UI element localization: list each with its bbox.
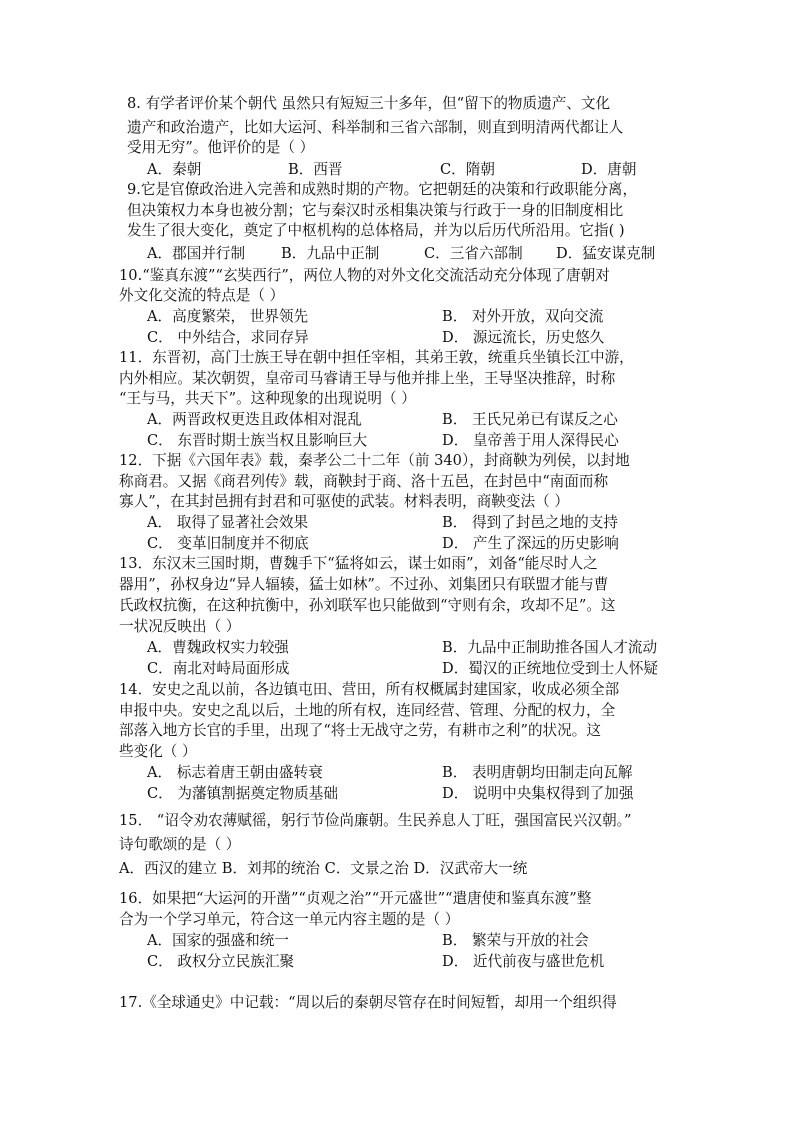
question-9-option-b: B．九品中正制 bbox=[281, 245, 380, 262]
question-16-option-c: C． 政权分立民族汇聚 bbox=[147, 953, 295, 970]
question-17-line-1: 17.《全球通史》中记载：“周以后的秦朝尽管存在时间短暂，却用一个组织得 bbox=[119, 994, 617, 1011]
question-10-line-1: 10.“鉴真东渡”“玄奘西行”，两位人物的对外文化交流活动充分体现了唐朝对 bbox=[119, 267, 610, 284]
question-12-option-c: C． 变革旧制度并不彻底 bbox=[147, 535, 309, 552]
question-13-line-3: 氏政权抗衡，在这种抗衡中，孙刘联军也只能做到“守则有余，攻却不足”。这 bbox=[119, 597, 616, 614]
question-10-option-c: C． 中外结合，求同存异 bbox=[147, 329, 309, 346]
question-10-line-2: 外文化交流的特点是（ ） bbox=[119, 287, 285, 304]
question-12-line-3: 寡人”，在其封邑拥有封君和可驱使的武装。材料表明，商鞅变法（ ） bbox=[119, 493, 569, 510]
question-13-option-d: D．蜀汉的正统地位受到士人怀疑 bbox=[442, 660, 659, 677]
question-8-option-c: C．隋朝 bbox=[440, 161, 495, 178]
question-10-option-d: D． 源远流长，历史悠久 bbox=[442, 329, 605, 346]
question-10-option-a: A．高度繁荣， 世界领先 bbox=[147, 308, 309, 325]
question-15-line-2: 诗句歌颂的是（ ） bbox=[119, 836, 241, 853]
question-14-option-b: B． 表明唐朝均田制走向瓦解 bbox=[442, 764, 633, 781]
question-8-option-b: B．西晋 bbox=[288, 161, 343, 178]
question-16-option-b: B． 繁荣与开放的社会 bbox=[442, 932, 589, 949]
question-16-line-2: 合为一个学习单元，符合这一单元内容主题的是（ ） bbox=[119, 911, 460, 928]
question-11-line-2: 内外相应。某次朝贺，皇帝司马睿请王导与他并排上坐，王导坚决推辞，时称 bbox=[119, 370, 616, 387]
question-12-line-1: 12．下据《六国年表》载，秦孝公二十二年（前 340），封商鞅为列侯，以封地 bbox=[119, 452, 630, 469]
question-9-option-d: D．猛安谋克制 bbox=[556, 245, 656, 262]
question-11-option-b: B． 王氏兄弟已有谋反之心 bbox=[442, 411, 618, 428]
question-8-line-3: 受用无穷”。他评价的是（ ） bbox=[127, 139, 315, 156]
question-11-line-3: “王与马，共天下”。这种现象的出现说明（ ） bbox=[119, 390, 416, 407]
question-13-line-4: 一状况反映出（ ） bbox=[119, 618, 241, 635]
question-16-option-a: A．国家的强盛和统一 bbox=[147, 932, 289, 949]
question-16-line-1: 16．如果把“大运河的开凿”“贞观之治”“开元盛世”“遣唐使和鉴真东渡”整 bbox=[119, 890, 592, 907]
question-13-option-c: C．南北对峙局面形成 bbox=[147, 660, 290, 677]
question-15-line-1: 15． “诏令劝农薄赋徭，躬行节俭尚廉朝。生民养息人丁旺，强国富民兴汉朝。” bbox=[119, 812, 632, 829]
question-9-line-1: 9.它是官僚政治进入完善和成熟时期的产物。它把朝廷的决策和行政职能分离， bbox=[127, 181, 638, 198]
question-8-option-d: D．唐朝 bbox=[581, 161, 637, 178]
question-9-option-a: A．郡国并行制 bbox=[147, 245, 246, 262]
question-12-option-a: A． 取得了显著社会效果 bbox=[147, 514, 309, 531]
question-9-line-3: 发生了很大变化，奠定了中枢机构的总体格局，并为以后历代所沿用。它指( ) bbox=[127, 222, 625, 239]
question-9-option-c: C．三省六部制 bbox=[424, 245, 523, 262]
question-11-line-1: 11．东晋初，高门士族王导在朝中担任宰相，其弟王敦，统重兵坐镇长江中游， bbox=[119, 349, 634, 366]
question-12-option-b: B． 得到了封邑之地的支持 bbox=[442, 514, 618, 531]
question-13-line-2: 器用”，孙权身边“异人辐辏，猛士如林”。不过孙、刘集团只有联盟才能与曹 bbox=[119, 576, 609, 593]
question-12-option-d: D． 产生了深远的历史影响 bbox=[442, 535, 619, 552]
question-12-line-2: 称商君。又据《商君列传》载，商鞅封于商、洛十五邑，在封邑中“南面而称 bbox=[119, 473, 609, 490]
question-16-option-d: D． 近代前夜与盛世危机 bbox=[442, 953, 605, 970]
question-14-option-d: D． 说明中央集权得到了加强 bbox=[442, 785, 634, 802]
question-8-line-1: 8. 有学者评价某个朝代 虽然只有短短三十多年，但“留下的物质遗产、文化 bbox=[127, 95, 611, 112]
question-10-option-b: B． 对外开放，双向交流 bbox=[442, 308, 604, 325]
question-14-option-a: A． 标志着唐王朝由盛转衰 bbox=[147, 764, 323, 781]
question-13-line-1: 13．东汉末三国时期，曹魏手下“猛将如云，谋士如雨”，刘备“能尽时人之 bbox=[119, 555, 598, 572]
question-11-option-c: C． 东晋时期士族当权且影响巨大 bbox=[147, 432, 368, 449]
question-8-line-2: 遗产和政治遗产，比如大运河、科举制和三省六部制，则直到明清两代都让人 bbox=[127, 119, 624, 136]
question-11-option-d: D． 皇帝善于用人深得民心 bbox=[442, 432, 619, 449]
question-14-line-2: 申报中央。安史之乱以后，土地的所有权，连同经营、管理、分配的权力，全 bbox=[119, 702, 616, 719]
question-15-options: A．西汉的建立 B．刘邦的统治 C．文景之治 D．汉武帝大一统 bbox=[119, 860, 528, 877]
question-14-line-3: 部落入地方长官的手里，出现了“将士无战守之劳，有耕市之利”的状况。这 bbox=[119, 722, 601, 739]
question-13-option-a: A．曹魏政权实力较强 bbox=[147, 639, 289, 656]
question-13-option-b: B．九品中正制助推各国人才流动 bbox=[442, 639, 658, 656]
question-14-line-4: 些变化（ ） bbox=[119, 743, 197, 760]
question-14-line-1: 14．安史之乱以前，各边镇屯田、营田，所有权概属封建国家，收成必须全部 bbox=[119, 681, 620, 698]
question-14-option-c: C． 为藩镇割据奠定物质基础 bbox=[147, 785, 338, 802]
question-8-option-a: A．秦朝 bbox=[147, 161, 202, 178]
question-9-line-2: 但决策权力本身也被分割；它与秦汉时丞相集决策与行政于一身的旧制度相比 bbox=[127, 202, 624, 219]
question-11-option-a: A．两晋政权更迭且政体相对混乱 bbox=[147, 411, 362, 428]
